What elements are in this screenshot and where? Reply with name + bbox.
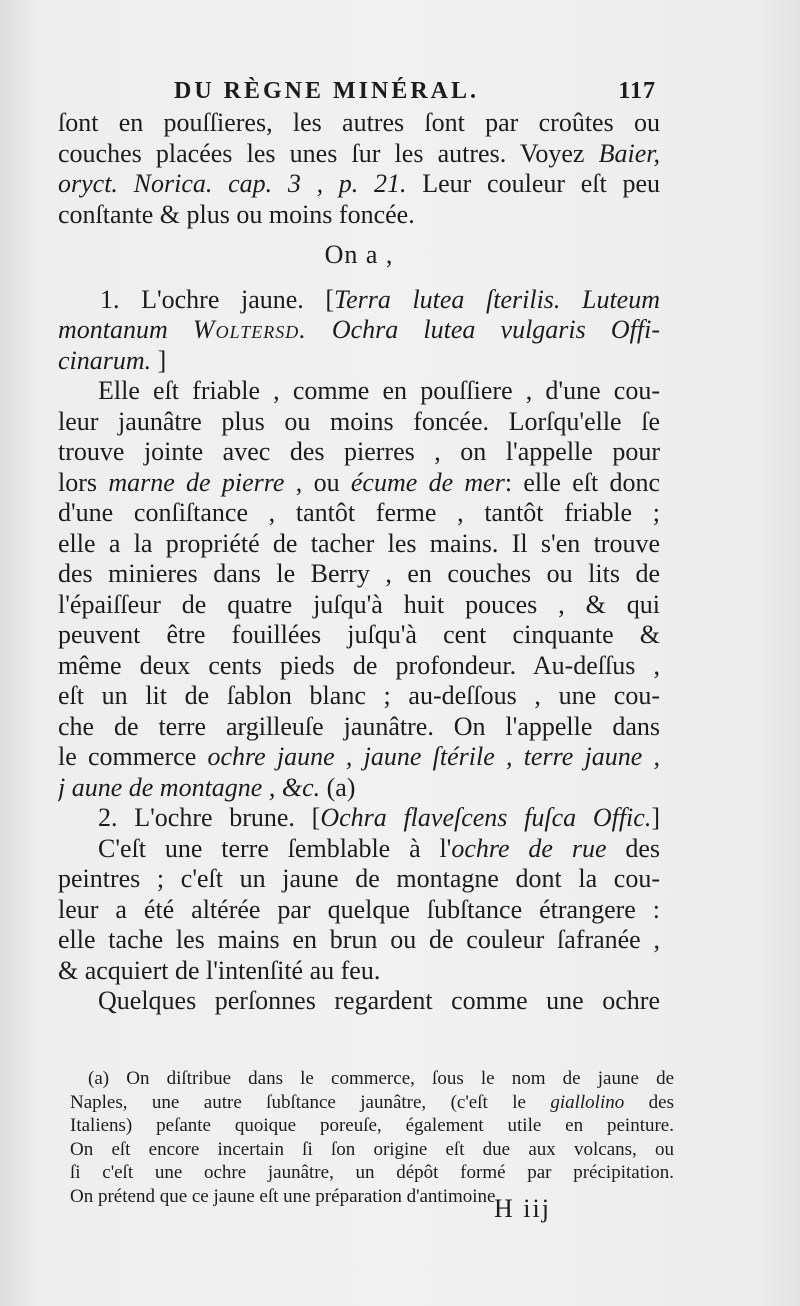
signature-mark: H iij	[494, 1194, 551, 1223]
running-head	[174, 78, 656, 105]
text-line: Elle eſt friable , comme en pouſſiere , d'une cou-	[98, 376, 660, 405]
section-heading: On a ,	[324, 240, 394, 269]
text-line: leur jaunâtre plus ou moins foncée. Lorſqu'elle ſe	[58, 406, 660, 436]
text-line: ſont en pouſſieres, les autres ſont par croûtes ou	[58, 108, 660, 137]
text-line: Quelques perſonnes regardent comme une ochre	[98, 986, 660, 1015]
main-text	[58, 108, 660, 1017]
text-line: montanum Woltersd. Ochra lutea vulgaris Offi-	[58, 315, 660, 344]
footnote	[70, 1067, 674, 1209]
text-line: peuvent être fouillées juſqu'à cent cinquante &	[58, 620, 660, 649]
text-line: elle a la propriété de tacher les mains. Il s'en trouve	[58, 528, 660, 558]
text-line: d'une conſiſtance , tantôt ferme , tantôt friable ;	[58, 498, 660, 527]
text-line: couches placées les unes ſur les autres. Voyez Baier,	[58, 138, 660, 168]
text-line: lors marne de pierre , ou écume de mer: elle eſt donc	[58, 467, 660, 497]
text-line: leur a été altérée par quelque ſubſtance étrangere :	[58, 894, 660, 924]
text-line: trouve jointe avec des pierres , on l'appelle pour	[58, 437, 660, 466]
text-line: peintres ; c'eſt un jaune de montagne dont la cou-	[58, 864, 660, 893]
footnote-line: Italiens) peſante quoique poreuſe, également utile en peinture.	[70, 1115, 674, 1137]
list-item-heading: 2. L'ochre brune. [Ochra flaveſcens fuſca Offic.]	[98, 803, 660, 832]
text-line: C'eſt une terre ſemblable à l'ochre de rue des	[98, 833, 660, 863]
footnote-line: On prétend que ce jaune eſt une préparation d'antimoine.	[70, 1185, 501, 1207]
footnote-line: On eſt encore incertain ſi ſon origine eſt due aux volcans, ou	[70, 1138, 674, 1160]
text-line: des minieres dans le Berry , en couches ou lits de	[58, 559, 660, 588]
text-line: même deux cents pieds de profondeur. Au-deſſus ,	[58, 650, 660, 680]
footnote-line: ſi c'eſt une ochre jaunâtre, un dépôt formé par précipitation.	[70, 1162, 674, 1184]
list-item-heading: 1. L'ochre jaune. [Terra lutea ſterilis. Luteum	[100, 284, 660, 314]
text-line: conſtante & plus ou moins foncée.	[58, 199, 415, 229]
text-line: le commerce ochre jaune , jaune ſtérile , terre jaune ,	[58, 742, 660, 771]
text-line: che de terre argilleuſe jaunâtre. On l'appelle dans	[58, 711, 660, 741]
text-line: oryct. Norica. cap. 3 , p. 21. Leur couleur eſt peu	[58, 169, 660, 198]
author-name: Woltersd.	[192, 315, 307, 344]
running-title: DU RÈGNE MINÉRAL.	[174, 78, 480, 104]
text-line: cinarum. ]	[58, 345, 167, 375]
footnote-line: Naples, une autre ſubſtance jaunâtre, (c'eſt le giallolino des	[70, 1091, 674, 1113]
text-line: l'épaiſſeur de quatre juſqu'à huit pouces , & qui	[58, 589, 660, 619]
text-line: eſt un lit de ſablon blanc ; au-deſſous , une cou-	[58, 681, 660, 710]
page-number: 117	[618, 78, 656, 104]
footnote-line: (a) On diſtribue dans le commerce, ſous le nom de jaune de	[88, 1068, 674, 1089]
text-line: j aune de montagne , &c. (a)	[58, 772, 356, 802]
text-line: elle tache les mains en brun ou de couleur ſafranée ,	[58, 925, 660, 954]
text-line: & acquiert de l'intenſité au feu.	[58, 955, 381, 985]
